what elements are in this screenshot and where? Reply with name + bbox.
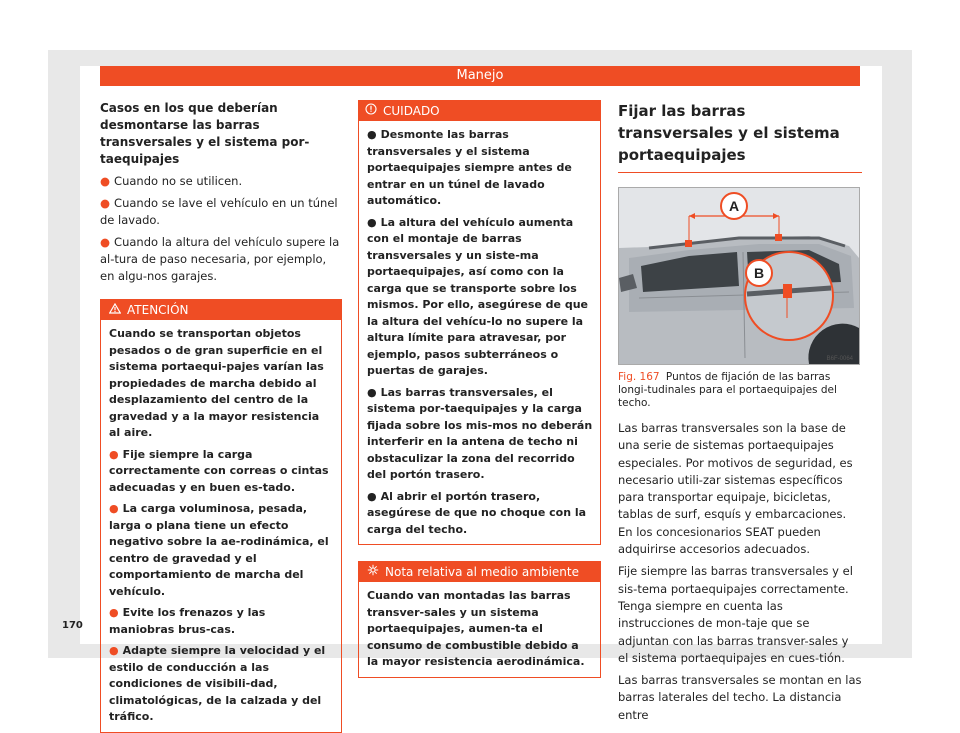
environment-note-box bbox=[358, 561, 601, 678]
column-right bbox=[618, 100, 862, 729]
list-item: ● Cuando no se utilicen. bbox=[100, 174, 243, 188]
paragraph: Fije siempre las barras transversales y el sis-tema portaequipajes correctamente. Tenga siempre en cuenta las instrucciones de mon-taje que se adjuntan con las barras transver-sales y el sistema portaequipajes en cues-tión. bbox=[618, 564, 853, 665]
column-left bbox=[100, 100, 342, 733]
environment-note-title: Nota relativa al medio ambiente bbox=[359, 562, 600, 582]
column-middle bbox=[358, 100, 601, 678]
figure-caption: Fig. 167 Puntos de fijación de las barras longi-tudinales para el portaequipajes del techo. bbox=[618, 371, 837, 409]
figure-label-a: A bbox=[728, 198, 740, 214]
attention-intro: Cuando se transportan objetos pesados o de gran superficie en el sistema portaequi-pajes varían las propiedades de marcha debido al desplazamiento del centro de la gravedad y a la mayor resistencia al aire. bbox=[109, 327, 324, 439]
list-item: ● Desmonte las barras transversales y el sistema portaequipajes siempre antes de entrar en un túnel de lavado automático. bbox=[367, 128, 572, 207]
paragraph: Las barras transversales son la base de una serie de sistemas portaequipajes especiales. Por motivos de seguridad, es necesario utili-zar sistemas específicos para transportar equipaje, bicicletas, tablas de surf, esquís y embarcaciones. En los concesionarios SEAT pueden adquirirse accesorios adecuados. bbox=[618, 421, 853, 557]
page-number: 170 bbox=[62, 620, 83, 631]
caution-box bbox=[358, 100, 601, 545]
environment-note-body bbox=[359, 582, 600, 677]
info-circle-icon bbox=[365, 102, 377, 122]
list-item: ● La altura del vehículo aumenta con el montaje de barras transversales y un siste-ma portaequipajes, así como con la carga que se transporte sobre los mismos. Por ello, asegúrese de que la altura del vehícu-lo no supere la altura límite para atravesar, por ejemplo, pasos subterráneos o puertas de garajes. bbox=[367, 215, 588, 377]
figure-label-b: B bbox=[753, 265, 765, 281]
attention-box-title: ATENCIÓN bbox=[101, 300, 341, 320]
section-heading: Casos en los que deberían desmontarse las barras transversales y el sistema por-taequipajes bbox=[100, 101, 310, 166]
roof-rack-figure bbox=[618, 187, 860, 365]
attention-box bbox=[100, 299, 342, 733]
attention-box-body bbox=[101, 320, 341, 732]
warning-icon bbox=[109, 301, 121, 321]
list-item: ● Evite los frenazos y las maniobras brus-cas. bbox=[109, 606, 266, 636]
figure-code: B6F-0064 bbox=[826, 356, 853, 362]
list-item: ● Fije siempre la carga correctamente con correas o cintas adecuadas y en buen es-tado. bbox=[109, 447, 329, 494]
paragraph: Las barras transversales se montan en las barras laterales del techo. La distancia entre bbox=[618, 673, 862, 722]
list-item: ● La carga voluminosa, pesada, larga o plana tiene un efecto negativo sobre la ae-rodinámica, el centro de gravedad y el comportamiento de marcha del vehículo. bbox=[109, 502, 329, 598]
section-title: Fijar las barras transversales y el sistema portaequipajes bbox=[618, 100, 862, 173]
list-item: ● Al abrir el portón trasero, asegúrese de que no choque con la carga del techo. bbox=[367, 489, 587, 536]
list-item: ● Adapte siempre la velocidad y el estilo de conducción a las condiciones de visibili-dad, climatológicas, de la calzada y del tráfico. bbox=[109, 644, 326, 723]
caution-box-body bbox=[359, 121, 600, 544]
list-item: ● Las barras transversales, el sistema por-taequipajes y la carga fijada sobre los mis-mos no deberán interferir en la antena de techo ni obstaculizar la zona del recorrido del portón trasero. bbox=[367, 385, 593, 481]
chapter-header: Manejo bbox=[100, 66, 860, 86]
environment-note-text: Cuando van montadas las barras transver-sales y un sistema portaequipajes, aumen-ta el consumo de combustible debido a la mayor resistencia aerodinámica. bbox=[367, 589, 585, 668]
list-item: ● Cuando se lave el vehículo en un túnel de lavado. bbox=[100, 196, 338, 227]
leaf-icon bbox=[367, 563, 379, 583]
list-item: ● Cuando la altura del vehículo supere la al-tura de paso necesaria, por ejemplo, en algu-nos garajes. bbox=[100, 235, 340, 283]
caution-box-title: CUIDADO bbox=[359, 101, 600, 121]
car-roof-illustration bbox=[619, 188, 859, 364]
